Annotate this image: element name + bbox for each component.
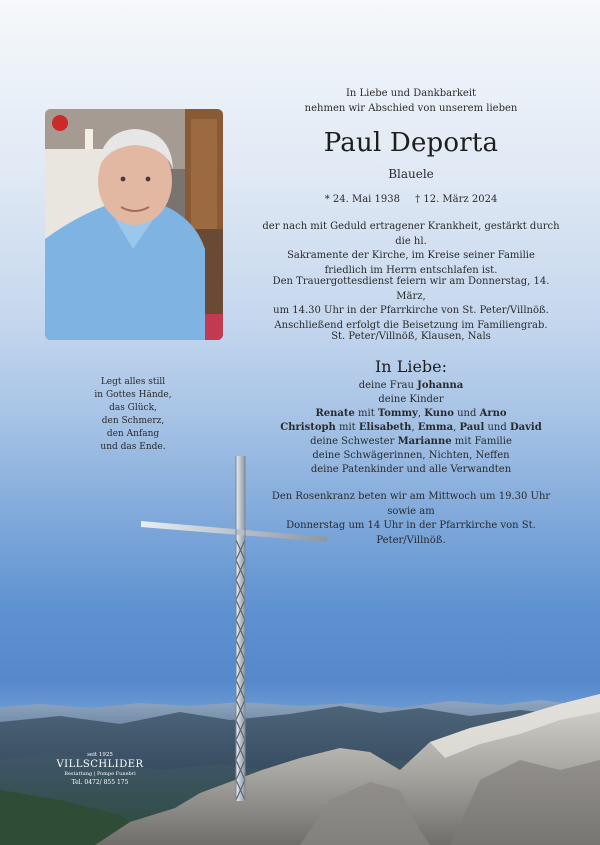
mourners-heading: In Liebe: bbox=[374, 357, 448, 376]
passing-line: der nach mit Geduld ertragener Krankheit, gestärkt durch die hl. bbox=[262, 221, 560, 247]
passing-line: friedlich im Herrn entschlafen ist. bbox=[324, 264, 498, 276]
mourner-child-2: Christoph mit Elisabeth, Emma, Paul und David bbox=[280, 422, 542, 433]
service-line: Anschließend erfolgt die Beisetzung im Familiengrab. bbox=[274, 319, 548, 331]
mourners-list bbox=[258, 379, 564, 477]
poem bbox=[88, 376, 178, 454]
deceased-name: Paul Deporta bbox=[323, 128, 499, 158]
intro-text bbox=[258, 86, 564, 116]
poem-line: in Gottes Hände, bbox=[94, 390, 172, 400]
poem-line: das Glück, bbox=[109, 403, 157, 413]
logo-subtitle: Bestattung | Pompe Funebri bbox=[64, 771, 136, 777]
life-dates bbox=[258, 193, 564, 207]
portrait-photo bbox=[45, 109, 223, 340]
funeral-home-logo bbox=[55, 752, 145, 787]
mourner-child-1: Renate mit Tommy, Kuno und Arno bbox=[315, 408, 507, 419]
poem-line: Legt alles still bbox=[100, 377, 166, 387]
birth-date: * 24. Mai 1938 bbox=[324, 194, 400, 205]
places-text: St. Peter/Villnöß, Klausen, Nals bbox=[331, 331, 491, 342]
mourner-children-label: deine Kinder bbox=[378, 394, 444, 405]
portrait-illustration bbox=[45, 109, 223, 340]
passing-line: Sakramente der Kirche, im Kreise seiner Familie bbox=[287, 250, 535, 261]
deceased-nickname: Blauele bbox=[388, 167, 434, 181]
mourner-godchildren: deine Patenkinder und alle Verwandten bbox=[310, 464, 512, 475]
mourner-sister: deine Schwester Marianne mit Familie bbox=[310, 436, 512, 447]
intro-line: In Liebe und Dankbarkeit bbox=[345, 88, 477, 99]
service-line: um 14.30 Uhr in der Pfarrkirche von St. Peter/Villnöß. bbox=[273, 305, 549, 316]
rosary-text bbox=[258, 490, 564, 548]
service-line: Den Trauergottesdienst feiern wir am Donnerstag, 14. März, bbox=[272, 276, 550, 302]
poem-line: den Anfang bbox=[106, 429, 160, 439]
funeral-service-text bbox=[258, 275, 564, 333]
intro-line: nehmen wir Abschied von unserem lieben bbox=[304, 103, 518, 114]
logo-since: seit 1925 bbox=[87, 752, 113, 758]
mourner-inlaws: deine Schwägerinnen, Nichten, Neffen bbox=[312, 450, 510, 461]
rosary-line: Den Rosenkranz beten wir am Mittwoch um 19.30 Uhr sowie am bbox=[271, 491, 551, 517]
logo-brand: VILLSCHLIDER bbox=[56, 759, 144, 770]
poem-line: den Schmerz, bbox=[101, 416, 165, 426]
logo-phone: Tel. 0472/ 855 175 bbox=[71, 779, 129, 786]
rosary-line: Donnerstag um 14 Uhr in der Pfarrkirche von St. Peter/Villnöß. bbox=[286, 520, 536, 546]
mourner-wife: deine Frau Johanna bbox=[358, 380, 464, 391]
poem-line: und das Ende. bbox=[100, 442, 166, 452]
passing-text bbox=[258, 220, 564, 278]
death-date: † 12. März 2024 bbox=[415, 194, 498, 205]
